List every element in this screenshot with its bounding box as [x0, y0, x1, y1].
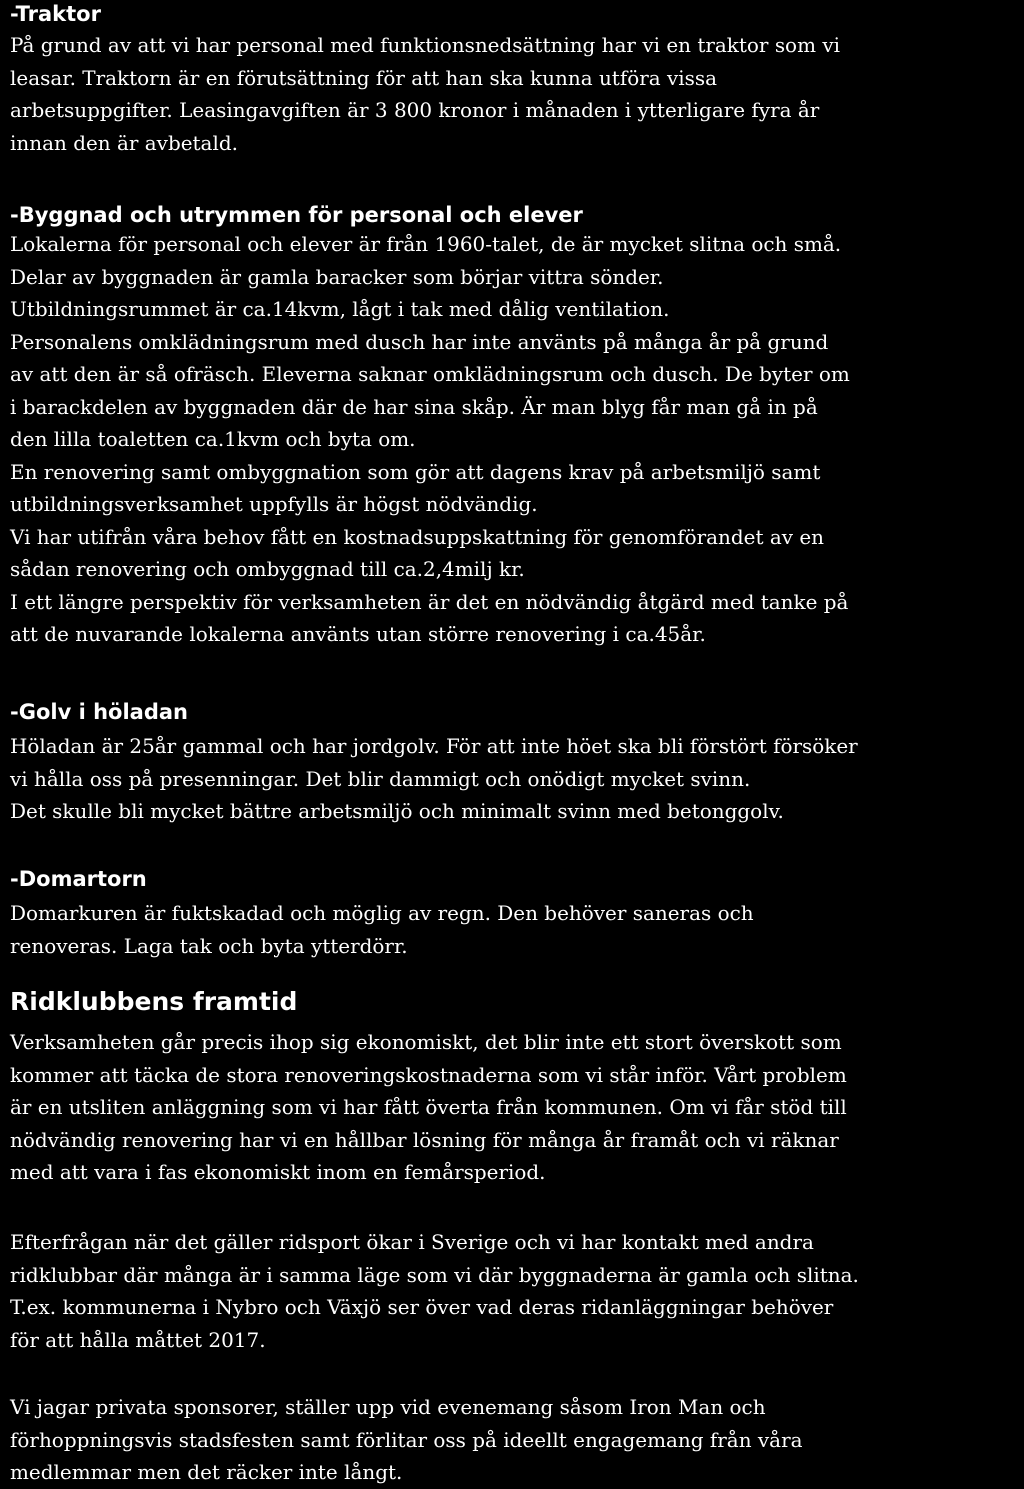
text-line: Personalens omklädningsrum med dusch har inte använts på många år på grund [10, 329, 829, 354]
text-line: nödvändig renovering har vi en hållbar lösning för många år framåt och vi räknar [10, 1127, 839, 1152]
text-line: Delar av byggnaden är gamla baracker som börjar vittra sönder. [10, 264, 664, 289]
section-heading-framtid: Ridklubbens framtid [10, 987, 298, 1016]
text-line: I ett längre perspektiv för verksamheten är det en nödvändig åtgärd med tanke på [10, 589, 849, 614]
text-line: Domarkuren är fuktskadad och möglig av regn. Den behöver saneras och [10, 901, 754, 925]
text-line: är en utsliten anläggning som vi har fått överta från kommunen. Om vi får stöd till [10, 1095, 847, 1119]
paragraph-golv [10, 730, 1020, 828]
text-line: innan den är avbetald. [10, 130, 238, 155]
text-line: förhoppningsvis stadsfesten samt förlitar oss på ideellt engagemang från våra [10, 1427, 803, 1452]
paragraph-framtid-2 [10, 1226, 1020, 1356]
paragraph-framtid-1 [10, 1026, 1020, 1189]
text-line: T.ex. kommunerna i Nybro och Växjö ser över vad deras ridanläggningar behöver [10, 1295, 834, 1319]
paragraph-byggnad [10, 228, 1020, 651]
text-line: Verksamheten går precis ihop sig ekonomiskt, det blir inte ett stort överskott som [10, 1030, 842, 1054]
text-line: Vi har utifrån våra behov fått en kostnadsuppskattning för genomförandet av en [10, 524, 825, 549]
text-line: ridklubbar där många är i samma läge som vi där byggnaderna är gamla och slitna. [10, 1262, 859, 1287]
text-line: leasar. Traktorn är en förutsättning för att han ska kunna utföra vissa [10, 65, 718, 90]
text-line: vi hålla oss på presenningar. Det blir dammigt och onödigt mycket svinn. [10, 766, 751, 791]
text-line: kommer att täcka de stora renoveringskostnaderna som vi står inför. Vårt problem [10, 1062, 847, 1087]
text-line: En renovering samt ombyggnation som gör att dagens krav på arbetsmiljö samt [10, 459, 821, 484]
text-line: medlemmar men det räcker inte långt. [10, 1460, 403, 1484]
text-line: i barackdelen av byggnaden där de har sina skåp. Är man blyg får man gå in på [10, 394, 818, 419]
text-line: utbildningsverksamhet uppfylls är högst nödvändig. [10, 492, 538, 516]
text-line: Det skulle bli mycket bättre arbetsmiljö och minimalt svinn med betonggolv. [10, 799, 784, 823]
text-line: renoveras. Laga tak och byta ytterdörr. [10, 933, 408, 958]
text-line: arbetsuppgifter. Leasingavgiften är 3 800 kronor i månaden i ytterligare fyra år [10, 98, 820, 122]
text-line: På grund av att vi har personal med funktionsnedsättning har vi en traktor som vi [10, 33, 841, 57]
text-line: att de nuvarande lokalerna använts utan större renovering i ca.45år. [10, 622, 706, 646]
text-line: sådan renovering och ombyggnad till ca.2,4milj kr. [10, 557, 525, 581]
text-line: Efterfrågan när det gäller ridsport ökar i Sverige och vi har kontakt med andra [10, 1230, 814, 1254]
text-line: Utbildningsrummet är ca.14kvm, lågt i tak med dålig ventilation. [10, 297, 670, 321]
paragraph-framtid-3 [10, 1391, 1020, 1489]
text-line: Lokalerna för personal och elever är från 1960-talet, de är mycket slitna och små. [10, 232, 842, 256]
text-line: för att hålla måttet 2017. [10, 1327, 266, 1352]
section-heading-byggnad: -Byggnad och utrymmen för personal och elever [10, 203, 583, 227]
text-line: av att den är så ofräsch. Eleverna saknar omklädningsrum och dusch. De byter om [10, 362, 850, 386]
text-line: med att vara i fas ekonomiskt inom en femårsperiod. [10, 1160, 546, 1184]
text-line: Vi jagar privata sponsorer, ställer upp vid evenemang såsom Iron Man och [10, 1395, 766, 1419]
section-heading-golv: -Golv i höladan [10, 700, 188, 724]
text-line: Höladan är 25år gammal och har jordgolv. För att inte höet ska bli förstört försöker [10, 734, 858, 758]
paragraph-domartorn [10, 897, 1020, 962]
section-heading-traktor: -Traktor [10, 2, 101, 26]
section-heading-domartorn: -Domartorn [10, 867, 147, 891]
text-line: den lilla toaletten ca.1kvm och byta om. [10, 427, 416, 451]
paragraph-traktor [10, 29, 1020, 159]
